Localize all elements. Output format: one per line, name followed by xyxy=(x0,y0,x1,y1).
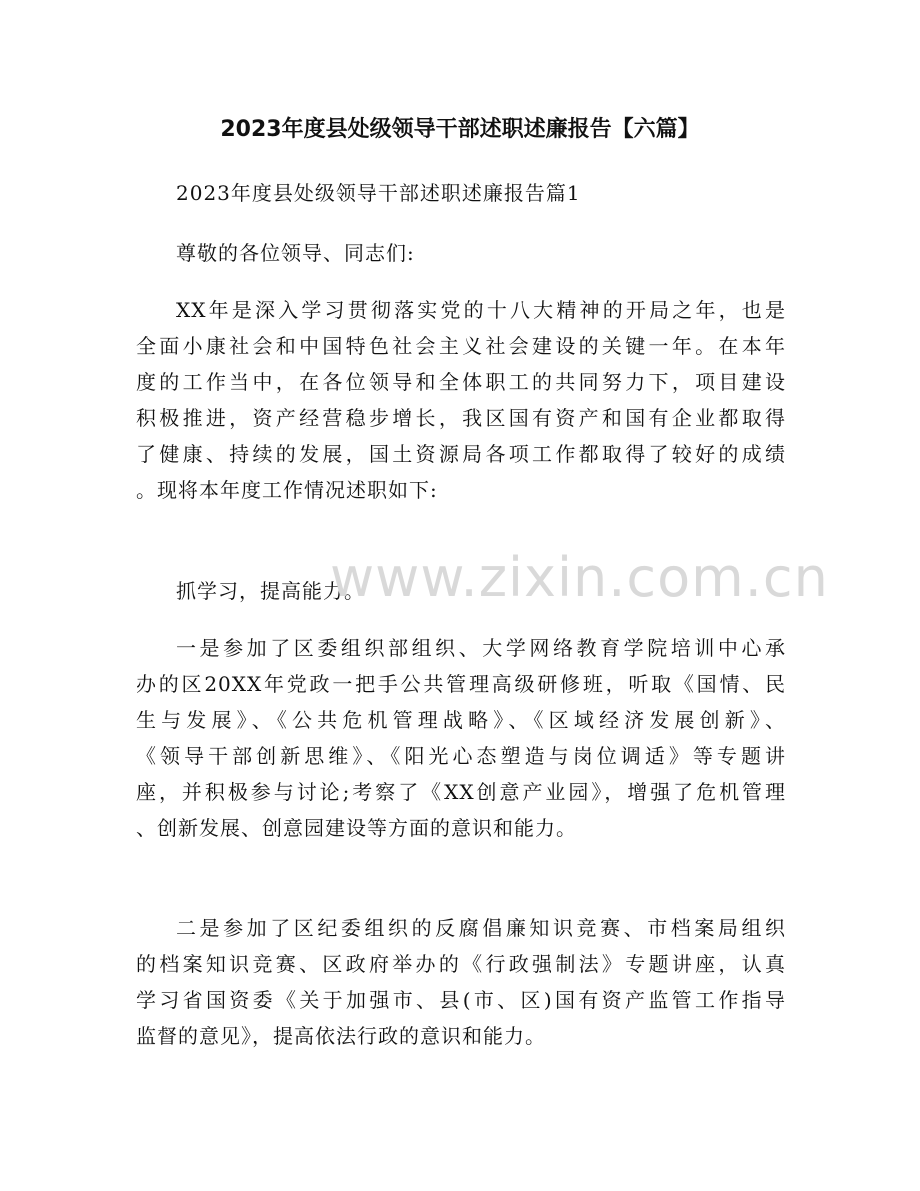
paragraph-line: 《领导干部创新思维》、《阳光心态塑造与岗位调适》等专题讲 xyxy=(136,744,786,768)
paragraph-line: 了健康、持续的发展，国土资源局各项工作都取得了较好的成绩 xyxy=(136,442,786,466)
greeting-text: 尊敬的各位领导、同志们: xyxy=(176,241,415,265)
section-heading xyxy=(136,175,786,211)
paragraph-line: 。现将本年度工作情况述职如下: xyxy=(136,478,438,502)
paragraph-3 xyxy=(136,630,786,846)
paragraph-line: XX年是深入学习贯彻落实党的十八大精神的开局之年，也是 xyxy=(176,298,786,322)
paragraph-line: 办的区20XX年党政一把手公共管理高级研修班，听取《国情、民 xyxy=(136,672,786,696)
paragraph-line: 抓学习，提高能力。 xyxy=(176,579,365,603)
paragraph-line: 学习省国资委《关于加强市、县(市、区)国有资产监管工作指导 xyxy=(136,988,786,1012)
paragraph-line: 积极推进，资产经营稳步增长，我区国有资产和国有企业都取得 xyxy=(136,406,786,430)
paragraph-line: 座，并积极参与讨论;考察了《XX创意产业园》，增强了危机管理 xyxy=(136,780,786,804)
paragraph-line: 全面小康社会和中国特色社会主义社会建设的关键一年。在本年 xyxy=(136,334,786,358)
greeting xyxy=(136,235,786,271)
paragraph-line: 生与发展》、《公共危机管理战略》、《区域经济发展创新》、 xyxy=(136,708,786,732)
paragraph-line: 二是参加了区纪委组织的反腐倡廉知识竞赛、市档案局组织 xyxy=(176,916,786,940)
paragraph-line: 监督的意见》，提高依法行政的意识和能力。 xyxy=(136,1024,546,1048)
paragraph-1 xyxy=(136,292,786,508)
paragraph-line: 的档案知识竞赛、区政府举办的《行政强制法》专题讲座，认真 xyxy=(136,952,786,976)
section-heading-text: 2023年度县处级领导干部述职述廉报告篇1 xyxy=(176,181,581,205)
paragraph-line: 一是参加了区委组织部组织、大学网络教育学院培训中心承 xyxy=(176,636,786,660)
watermark-text: www.zixin.com.cn xyxy=(330,546,829,609)
document-title: 2023年度县处级领导干部述职述廉报告【六篇】 xyxy=(220,117,700,142)
paragraph-4 xyxy=(136,910,786,1054)
paragraph-line: 、创新发展、创意园建设等方面的意识和能力。 xyxy=(136,816,577,840)
paragraph-line: 度的工作当中，在各位领导和全体职工的共同努力下，项目建设 xyxy=(136,370,786,394)
